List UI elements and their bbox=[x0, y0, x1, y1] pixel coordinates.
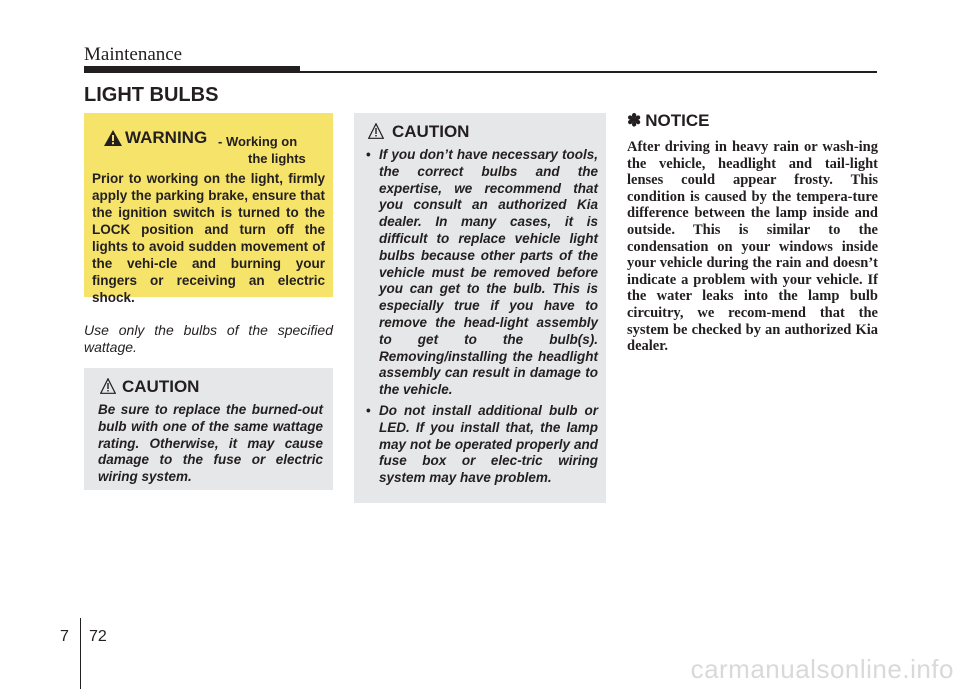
footer-divider bbox=[80, 618, 81, 689]
warning-subtitle bbox=[218, 133, 328, 167]
caution-box-large bbox=[354, 113, 606, 503]
warning-body: Prior to working on the light, firmly apply the parking brake, ensure that the ignition switch is turned to the LOCK position and turn off the lights to avoid sudden movement of the vehi-cle and burning your fingers or receiving an electric shock. bbox=[92, 171, 325, 305]
warning-subtitle-line1: - Working on bbox=[218, 134, 298, 149]
warning-subtitle-line2: the lights bbox=[248, 151, 306, 166]
watermark: carmanualsonline.info bbox=[690, 654, 954, 684]
caution-label: CAUTION bbox=[122, 377, 200, 396]
page-number: 72 bbox=[89, 628, 107, 645]
notice-star-icon: ✽ bbox=[627, 111, 642, 130]
caution-header bbox=[98, 376, 323, 402]
warning-label: WARNING bbox=[125, 128, 208, 147]
warning-box bbox=[84, 113, 333, 305]
caution-box-small bbox=[84, 368, 333, 490]
chapter-number: 7 bbox=[60, 628, 69, 645]
notice-title: NOTICE bbox=[645, 111, 710, 130]
caution-label: CAUTION bbox=[392, 122, 470, 141]
intro-text: Use only the bulbs of the specified wattage. bbox=[84, 322, 333, 355]
caution-item: • If you don’t have necessary tools, the correct bulbs and the expertise, we recommend that you consult an authorized Kia dealer. In many cases, it is difficult to replace vehicle light bulbs because other parts of the vehicle must be removed before you can get to the bulb. This is especially true if you have to remove the head-light assembly to get to the bulb(s). Removing/installing the headlight assembly can result in damage to the vehicle. bbox=[366, 147, 598, 399]
caution-item: • Do not install additional bulb or LED. If you install that, the lamp may not be operated properly and fuse box or elec-tric wiring system may have problem. bbox=[366, 403, 598, 487]
caution-header bbox=[366, 121, 598, 147]
caution-list bbox=[366, 147, 598, 487]
header-rule-thin bbox=[300, 71, 877, 73]
notice-heading bbox=[627, 111, 709, 131]
header-rule-thick bbox=[84, 66, 300, 73]
section-title: LIGHT BULBS bbox=[84, 84, 219, 106]
caution-triangle-icon bbox=[368, 123, 384, 139]
caution-triangle-icon bbox=[100, 378, 116, 394]
notice-body: After driving in heavy rain or wash-ing the vehicle, headlight and tail-light lenses could appear frosty. This condition is caused by the tempera-ture difference between the lamp inside and outside. This is similar to the condensation on your windows inside your vehicle during the rain and doesn’t indicate a problem with your vehicle. If the water leaks into the lamp bulb circuitry, we recom-mend that the system be checked by an authorized Kia dealer. bbox=[627, 139, 878, 355]
warning-triangle-icon bbox=[104, 130, 122, 146]
header-title: Maintenance bbox=[84, 44, 183, 65]
caution-text: Be sure to replace the burned-out bulb with one of the same wattage rating. Otherwise, it may cause damage to the fuse or electric wiring system. bbox=[98, 402, 323, 485]
warning-header bbox=[92, 122, 325, 170]
